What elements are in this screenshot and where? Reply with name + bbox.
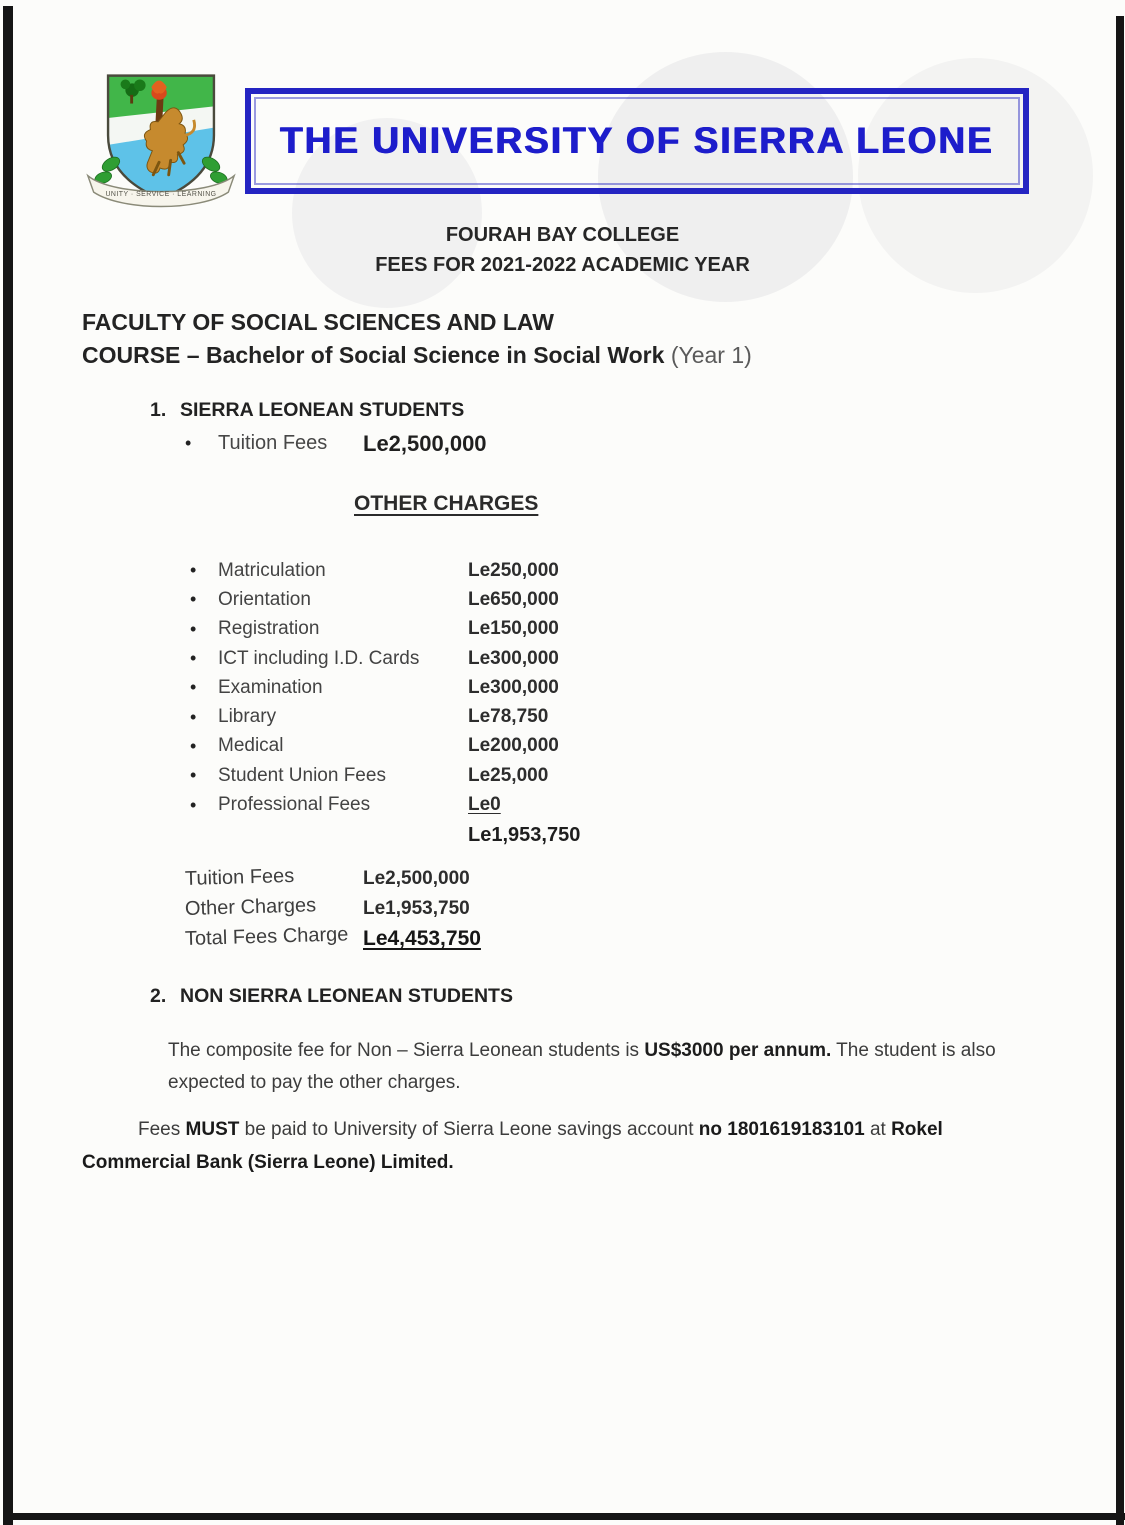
total-fees-label: Total Fees Charge: [184, 922, 349, 950]
charge-row: [190, 615, 559, 644]
course-line: [82, 339, 752, 372]
composite-fee-text-after: The student is also expected to pay the other charges.: [168, 1040, 996, 1093]
bullet-icon: [190, 619, 218, 640]
motto-text: UNITY · SERVICE · LEARNING: [105, 190, 217, 198]
faculty-line: FACULTY OF SOCIAL SCIENCES AND LAW: [82, 309, 554, 335]
university-banner: [245, 88, 1029, 194]
bullet-icon: [190, 589, 218, 610]
composite-fee-text: The composite fee for Non – Sierra Leonean students is: [168, 1040, 645, 1061]
charge-value: Le650,000: [468, 588, 559, 610]
payment-instructions-paragraph: [82, 1113, 1012, 1179]
university-name: THE UNIVERSITY OF SIERRA LEONE: [280, 120, 994, 161]
charge-label: Student Union Fees: [218, 764, 386, 786]
faculty-course-block: [82, 306, 752, 372]
bullet-icon: [190, 765, 218, 786]
summary-row: [185, 864, 481, 894]
university-crest-logo: [84, 68, 238, 218]
section1-title: SIERRA LEONEAN STUDENTS: [180, 399, 465, 421]
summary-value: Le1,953,750: [363, 898, 470, 919]
charge-row: [190, 702, 559, 731]
charge-row: [190, 761, 559, 790]
payment-bank-name: Rokel Commercial Bank (Sierra Leone) Limited.: [82, 1119, 943, 1173]
tuition-fees-value: Le2,500,000: [363, 430, 487, 456]
charge-label: ICT including I.D. Cards: [218, 647, 420, 669]
college-block: [0, 220, 1125, 280]
charge-value: Le300,000: [468, 647, 559, 669]
charge-row: [190, 790, 559, 819]
charge-row: [190, 556, 559, 585]
college-name: FOURAH BAY COLLEGE: [445, 224, 680, 246]
section1-heading: [150, 399, 464, 422]
charge-label: Matriculation: [218, 559, 326, 581]
charge-value: Le200,000: [468, 735, 559, 757]
page-edge-bottom: [3, 1513, 1125, 1520]
charge-value: Le150,000: [468, 618, 559, 640]
charge-label: Professional Fees: [218, 794, 371, 816]
charge-row: [190, 585, 559, 614]
tuition-fees-label: Tuition Fees: [218, 432, 328, 454]
other-charges-title: OTHER CHARGES: [354, 492, 539, 515]
payment-must: MUST: [185, 1119, 240, 1140]
charge-row: [190, 673, 559, 702]
bullet-icon: [190, 677, 218, 698]
bullet-icon: [190, 795, 218, 816]
charge-label: Medical: [218, 735, 284, 757]
summary-total-row: [185, 924, 481, 954]
other-charges-list: [190, 556, 559, 820]
section2-number: 2.: [150, 985, 167, 1007]
charge-label: Orientation: [218, 588, 311, 610]
academic-year-line: FEES FOR 2021-2022 ACADEMIC YEAR: [375, 254, 750, 276]
payment-text: Fees: [138, 1119, 186, 1140]
section2-title: NON SIERRA LEONEAN STUDENTS: [180, 985, 513, 1007]
payment-account-number: no 1801619183101: [698, 1119, 865, 1140]
charge-label: Library: [218, 706, 277, 728]
fees-summary: [185, 864, 481, 954]
charge-value: Le25,000: [468, 764, 549, 786]
course-title: COURSE – Bachelor of Social Science in Social Work: [82, 342, 665, 368]
summary-row: [185, 894, 481, 924]
section1-number: 1.: [150, 399, 167, 421]
charge-value: Le300,000: [468, 676, 559, 698]
summary-label: Tuition Fees: [184, 864, 295, 890]
tuition-fees-row: [185, 429, 487, 458]
bullet-icon: [190, 736, 218, 757]
payment-text: be paid to University of Sierra Leone savings account: [239, 1119, 699, 1140]
course-year: (Year 1): [664, 342, 752, 368]
bullet-icon: [190, 648, 218, 669]
charge-row: [190, 732, 559, 761]
composite-fee-amount: US$3000 per annum.: [644, 1040, 832, 1061]
payment-text: at: [864, 1119, 892, 1140]
composite-fee-paragraph: [168, 1035, 1040, 1099]
charge-value: Le78,750: [468, 706, 549, 728]
charge-label: Registration: [218, 618, 320, 640]
other-charges-subtotal: Le1,953,750: [468, 824, 581, 846]
section2-heading: [150, 985, 513, 1008]
charge-value: Le250,000: [468, 559, 559, 581]
bullet-icon: [190, 707, 218, 728]
charge-value: Le0: [468, 794, 501, 816]
summary-value: Le2,500,000: [363, 868, 470, 889]
bullet-icon: [190, 560, 218, 581]
bullet-icon: [185, 433, 218, 454]
total-fees-value: Le4,453,750: [363, 927, 481, 950]
charge-label: Examination: [218, 676, 323, 698]
summary-label: Other Charges: [184, 893, 317, 920]
charge-row: [190, 644, 559, 673]
